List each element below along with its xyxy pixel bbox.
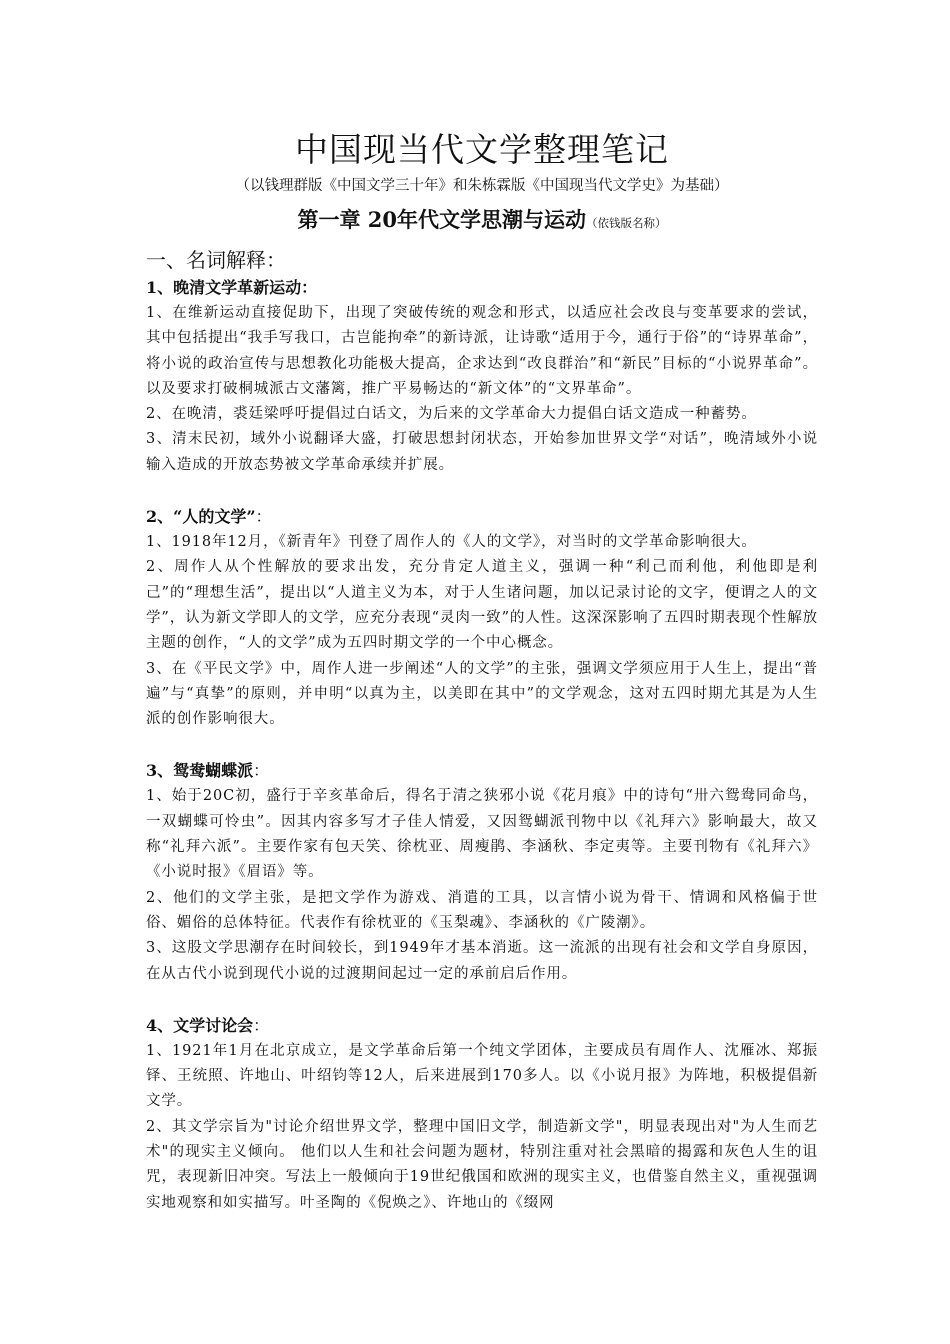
section-late-qing-reform (146, 275, 818, 478)
section-heading (146, 504, 818, 530)
paragraph: 1、1918年12月，《新青年》刊登了周作人的《人的文学》，对当时的文学革命影响很大。 (146, 534, 757, 551)
paragraph: 1、在维新运动直接促助下，出现了突破传统的观念和形式，以适应社会改良与变革要求的尝试，其中包括提出“我手写我口，古岂能拘牵”的新诗派，让诗歌“适用于今，通行于俗”的“诗界革命”，将小说的政治宣传与思想教化功能极大提高，企求达到“改良群治”和“新民”目标的“小说界革命”。以及要求打破桐城派古文藩篱，推广平易畅达的“新文体”的“文界革命”。 (146, 305, 818, 397)
section-heading-text: 3、鸳鸯蝴蝶派 (146, 761, 254, 781)
chapter-title-text: 第一章 20年代文学思潮与运动 (297, 207, 587, 232)
section-heading-colon: ： (253, 1015, 270, 1035)
section-spacer (146, 732, 818, 758)
document-subtitle: （以钱理群版《中国文学三十年》和朱栋霖版《中国现当代文学史》为基础） (235, 178, 729, 194)
section-human-literature (146, 504, 818, 732)
document-page (146, 128, 818, 1216)
chapter-note: （依钱版名称） (586, 216, 667, 230)
section-heading (146, 1013, 818, 1039)
paragraph: 1、始于20C初，盛行于辛亥革命后，得名于清之狭邪小说《花月痕》中的诗句“卅六鸳鸯同命鸟，一双蝴蝶可怜虫”。因其内容多写才子佳人情爱，又因鸳蝴派刊物中以《礼拜六》影响最大，故又称“礼拜六派”。主要作家有包天笑、徐枕亚、周瘦鹃、李涵秋、李定夷等。主要刊物有《礼拜六》《小说时报》《眉语》等。 (146, 788, 818, 881)
section-heading: 1、晚清文学革新运动： (146, 278, 318, 297)
paragraph: 2、周作人从个性解放的要求出发，充分肯定人道主义，强调一种“利己而利他，利他即是利己”的“理想生活”，提出以“人道主义为本，对于人生诸问题，加以记录讨论的文字，便谓之人的文学”，认为新文学即人的文学，应充分表现“灵肉一致”的人性。这深深影响了五四时期表现个性解放主题的创作，“人的文学”成为五四时期文学的一个中心概念。 (146, 559, 818, 652)
paragraph: 2、其文学宗旨为"讨论介绍世界文学，整理中国旧文学，制造新文学"，明显表现出对"为人生而艺术"的现实主义倾向。 他们以人生和社会问题为题材，特别注重对社会黑暗的揭露和灰色人生的诅咒，表现新旧冲突。写法上一般倾向于19世纪俄国和欧洲的现实主义，也借鉴自然主义，重视强调实地观察和如实描写。叶圣陶的《倪焕之》、许地山的《缀网 (146, 1118, 818, 1211)
section-spacer (146, 478, 818, 504)
paragraph: 2、在晚清，裘廷梁呼吁提倡过白话文，为后来的文学革命大力提倡白话文造成一种蓄势。 (146, 406, 757, 423)
paragraph: 3、这股文学思潮存在时间较长，到1949年才基本消逝。这一流派的出现有社会和文学自身原因，在从古代小说到现代小说的过渡期间起过一定的承前启后作用。 (146, 940, 818, 982)
chapter-title (146, 202, 818, 241)
section-spacer (146, 987, 818, 1013)
section-heading-colon: ： (253, 761, 270, 781)
paragraph: 2、他们的文学主张，是把文学作为游戏、消遣的工具，以言情小说为骨干、情调和风格偏于世俗、媚俗的总体特征。代表作有徐枕亚的《玉梨魂》、李涵秋的《广陵潮》。 (146, 889, 818, 931)
part-heading: 一、名词解释： (146, 248, 286, 272)
paragraph: 3、在《平民文学》中，周作人进一步阐述“人的文学”的主张，强调文学须应用于人生上，提出“普遍”与“真挚”的原则，并申明“以真为主，以美即在其中”的文学观念，这对五四时期尤其是为人生派的创作影响很大。 (146, 660, 818, 728)
paragraph: 1、1921年1月在北京成立，是文学革命后第一个纯文学团体，主要成员有周作人、沈雁冰、郑振铎、王统照、许地山、叶绍钧等12人，后来进展到170多人。以《小说月报》为阵地，积极提倡新文学。 (146, 1042, 818, 1110)
section-heading-colon: ： (255, 507, 272, 527)
document-title: 中国现当代文学整理笔记 (295, 130, 669, 169)
section-mandarin-duck-butterfly (146, 758, 818, 986)
section-heading (146, 758, 818, 784)
paragraph: 3、清末民初，域外小说翻译大盛，打破思想封闭状态，开始参加世界文学“对话”，晚清域外小说输入造成的开放态势被文学革命承续并扩展。 (146, 431, 818, 473)
section-heading-text: 4、文学讨论会 (146, 1015, 254, 1035)
section-heading-text: 2、“人的文学” (146, 507, 256, 527)
section-literary-association (146, 1013, 818, 1216)
